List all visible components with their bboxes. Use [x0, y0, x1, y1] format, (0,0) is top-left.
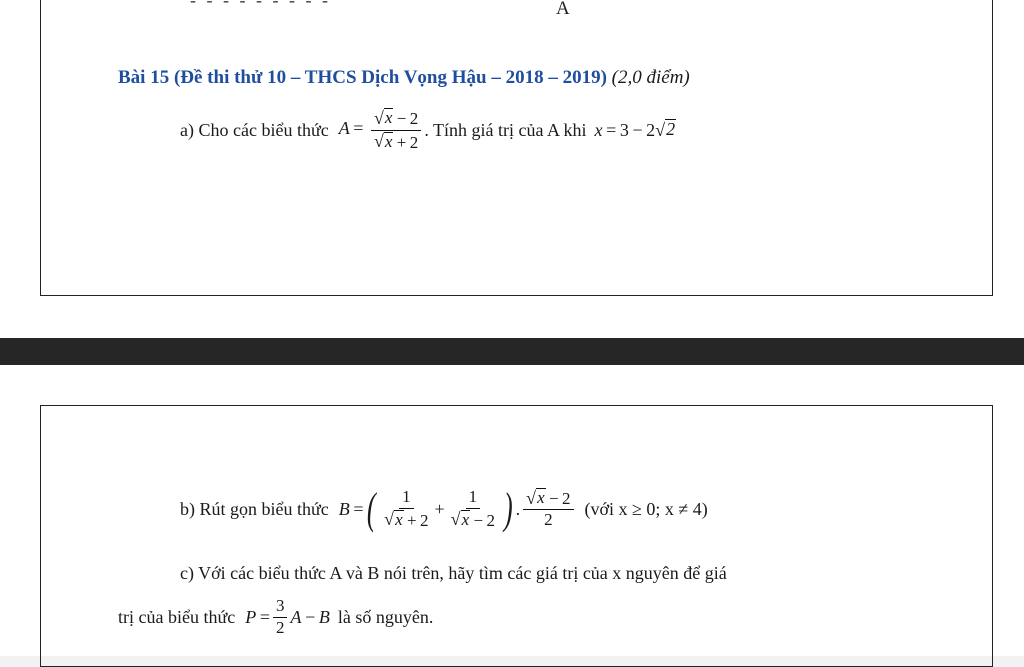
page-bottom — [0, 365, 1024, 656]
part-c-line2 — [118, 597, 433, 637]
problem-title — [118, 67, 690, 89]
problem-points: (2,0 điểm) — [611, 67, 690, 88]
part-b-condition: (với x ≥ 0; x ≠ 4) — [584, 498, 708, 519]
formula-P: P = $\frac{3}{2}$ A − B — [245, 596, 330, 637]
formula-A: A = √ x − 2 √ x + 2 — [339, 108, 425, 152]
problem-number: Bài 15 — [118, 67, 170, 88]
part-a-line — [180, 108, 676, 152]
part-c-line1 — [180, 563, 727, 584]
cut-off-text: - - - - - - - - - — [190, 0, 331, 10]
part-b-intro: b) Rút gọn biểu thức — [180, 498, 329, 519]
cut-off-letter: A — [556, 0, 570, 19]
part-b-line — [180, 484, 708, 533]
page-separator — [0, 338, 1024, 365]
part-a-intro: a) Cho các biểu thức — [180, 119, 329, 140]
problem-source: (Đề thi thử 10 – THCS Dịch Vọng Hậu – 2018 – 2019) — [173, 67, 607, 88]
part-c-text2: trị của biểu thức — [118, 606, 236, 627]
part-a-tail: . Tính giá trị của A khi — [424, 119, 587, 140]
formula-B: B = ( 1 √ x + 2 + 1 √ x − 2 ) . √ x − 2 2 — [339, 487, 577, 531]
formula-x-value: x = 3 − 2 √ 2 — [594, 119, 676, 140]
part-c-text1: c) Với các biểu thức A và B nói trên, hãy tìm các giá trị của x nguyên để giá — [180, 563, 727, 583]
part-c-text3: là số nguyên. — [337, 606, 434, 627]
